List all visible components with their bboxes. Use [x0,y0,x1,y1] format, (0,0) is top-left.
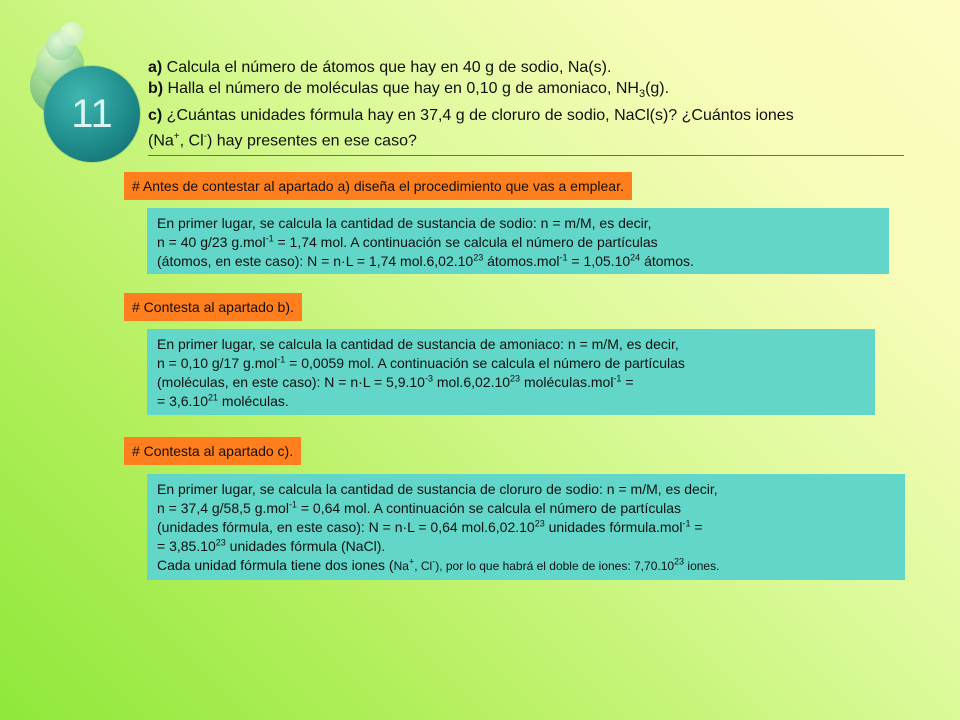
decorative-bubble [60,22,84,46]
exercise-number-badge: 11 [44,66,140,162]
prompt-a: # Antes de contestar al apartado a) diseña el procedimiento que vas a emplear. [124,172,632,200]
question-c: c) ¿Cuántas unidades fórmula hay en 37,4 g de cloruro de sodio, NaCl(s)? ¿Cuántos iones [148,107,794,125]
answer-b: En primer lugar, se calcula la cantidad de sustancia de amoniaco: n = m/M, es decir, n = 0,10 g/17 g.mol$^{-1}$ = 0,0059 mol. A continuación se calcula el número de partículas (moléculas, en este caso): $N = n\cdot L = 5,9.10^{-3}$ mol.6,02.10$^{23}$ moléculas.mol$^{-1}$ = = $3,6.10^{21}$ moléculas. [147,329,875,415]
question-b: b) Halla el número de moléculas que hay en 0,10 g de amoniaco, $NH_3(g)$. [148,80,670,101]
divider-line [148,155,904,156]
question-c-continued: (Na+, Cl-) hay presentes en ese caso? [148,131,417,150]
answer-a: En primer lugar, se calcula la cantidad de sustancia de sodio: n = m/M, es decir, n = 40 g/23 g.mol$^{-1}$ = 1,74 mol. A continuación se calcula el número de partículas (átomos, en este caso): N = n·L = 1,74 mol.6,02.10$^{23}$ átomos.mol$^{-1}$ = $1,05.10^{24}$ átomos. [147,208,889,274]
prompt-c: # Contesta al apartado c). [124,437,301,465]
prompt-b: # Contesta al apartado b). [124,293,302,321]
answer-c: En primer lugar, se calcula la cantidad de sustancia de cloruro de sodio: n = m/M, es decir, n = 37,4 g/58,5 g.mol$^{-1}$ = 0,64 mol. A continuación se calcula el número de partículas (unidades fórmula, en este caso): N = n·L = 0,64 mol.6,02.10$^{23}$ unidades fórmula.mol$^{-1}$ = = $3,85.10^{23}$ unidades fórmula (NaCl). Cada unidad fórmula tiene dos iones (Na+, Cl-), por lo que habrá el doble de iones: 7,70.10$^{23}$ iones. [147,474,905,580]
question-statement [148,57,908,152]
question-a: a) Calcula el número de átomos que hay en 40 g de sodio, Na(s). [148,59,612,76]
